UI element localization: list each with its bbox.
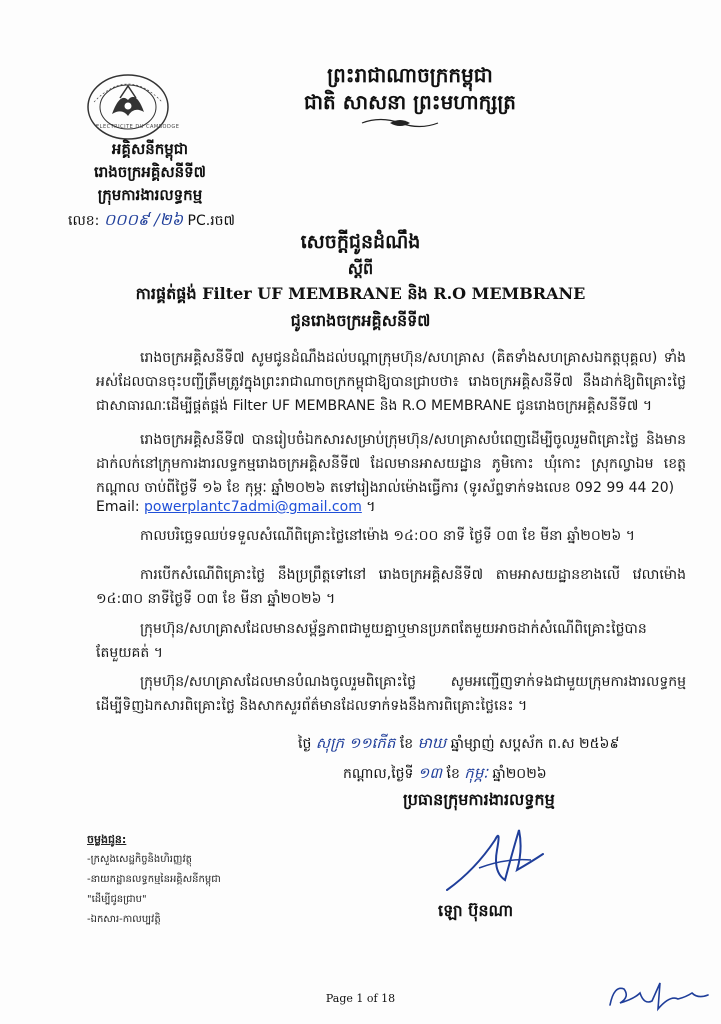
place-prefix: កណ្តាល,ថ្ងៃទី — [343, 766, 414, 782]
lunar-prefix: ថ្ងៃ — [298, 736, 312, 752]
notice-recipient: ជូនរោងចក្រអគ្គិសនីទី៧ — [290, 311, 431, 330]
lunar-hand-month: មាឃ — [417, 734, 447, 752]
org-line-2: រោងចក្រអគ្គិសនីទី៧ — [94, 163, 206, 181]
ref-label: លេខ: — [68, 213, 100, 229]
paragraph-1: រោងចក្រអគ្គិសនីទី៧ សូមជូនដំណឹងដល់បណ្តាក្រុមហ៊ុន/សហគ្រាស (គិតទាំងសហគ្រាសឯកត្តបុគ្គល) ទាំងអស់ដែលបានចុះបញ្ជីត្រឹមត្រូវក្នុងព្រះរាជាណាចក្រកម្ពុជាឱ្យបានជ្រាបថា៖ រោងចក្រអគ្គិសនីទី៧ នឹងដាក់ឱ្យពិគ្រោះថ្លៃជាសាធារណៈដើម្បីផ្គត់ផ្គង់ Filter UF MEMBRANE និង R.O MEMBRANE ជូនរោងចក្រអគ្គិសនីទី៧ ។ — [96, 350, 686, 414]
kingdom-motto: ជាតិ សាសនា ព្រះមហាក្សត្រ — [304, 90, 516, 114]
initials-mark — [600, 975, 715, 1015]
organization-block — [70, 138, 230, 207]
cc-item: "ដើម្បីជូនជ្រាប" — [87, 894, 147, 905]
handwritten-signature — [435, 810, 565, 900]
cc-item: -ឯកសារ-កាលប្បវត្តិ — [87, 914, 161, 925]
month-label: ខែ — [446, 766, 460, 782]
notice-title: សេចក្តីជូនដំណឹង — [300, 231, 421, 253]
kingdom-title: ព្រះរាជាណាចក្រកម្ពុជា — [327, 63, 493, 87]
lunar-suffix: ឆ្នាំម្សាញ់ សប្តស័ក ព.ស ២៥៦៩ — [450, 736, 620, 752]
cc-item: -នាយកដ្ឋានលទ្ធកម្មនៃអគ្គិសនីកម្ពុជា — [87, 874, 221, 885]
org-line-3: ក្រុមការងារលទ្ធកម្ម — [97, 186, 203, 204]
cc-title: ចម្លងជូន: — [87, 833, 127, 846]
year: ឆ្នាំ២០២៦ — [492, 766, 547, 782]
paragraph-5: ក្រុមហ៊ុន/សហគ្រាសដែលមានសម្ព័ន្ធភាពជាមួយគ្នាឬមានប្រភពតែមួយអាចដាក់សំណើពិគ្រោះថ្លៃបានតែមួយគត់ ។ — [96, 621, 647, 661]
page-number: Page 1 of 18 — [325, 992, 396, 1005]
email-label: Email: — [96, 499, 140, 515]
org-line-1: អគ្គិសនីកម្ពុជា — [111, 140, 189, 158]
lunar-month-label: ខែ — [399, 736, 414, 752]
ref-number: ០០០៩ /២៦ — [103, 210, 184, 229]
signatory-name: ឡោ ប៊ុនណា — [438, 901, 514, 920]
email-line — [96, 497, 376, 518]
hand-month: កុម្ភៈ — [464, 764, 488, 782]
paragraph-4: ការបើកសំណើពិគ្រោះថ្លៃ នឹងប្រព្រឹត្តទៅនៅ រោងចក្រអគ្គិសនីទី៧ តាមអាសយដ្ឋានខាងលើ វេលាម៉ោង ១៤:៣០ នាទីថ្ងៃទី ០៣ ខែ មីនា ឆ្នាំ២០២៦ ។ — [96, 567, 686, 607]
notice-subject-label: ស្តីពី — [347, 259, 374, 278]
paragraph-2: រោងចក្រអគ្គិសនីទី៧ បានរៀបចំឯកសារសម្រាប់ក្រុមហ៊ុន/សហគ្រាសបំពេញដើម្បីចូលរួមពិគ្រោះថ្លៃ និងមានដាក់លក់នៅក្រុមការងារលទ្ធកម្មរោងចក្រអគ្គិសនីទី៧ ដែលមានអាសយដ្ឋាន ភូមិកោះ ឃុំកោះ ស្រុកល្វាឯម ខេត្តកណ្តាល ចាប់ពីថ្ងៃទី ១៦ ខែ កុម្ភៈ ឆ្នាំ២០២៦ តទៅរៀងរាល់ម៉ោងធ្វើការ (ទូរស័ព្ទទាក់ទងលេខ 092 99 44 20) — [96, 432, 686, 496]
signatory-title: ប្រធានក្រុមការងារលទ្ធកម្ម — [403, 790, 555, 809]
ref-suffix: PC.រច៧ — [187, 213, 236, 229]
lunar-hand-day: សុក្រ ១១កើត — [315, 734, 396, 752]
cc-item: -ក្រសួងសេដ្ឋកិច្ចនិងហិរញ្ញវត្ថុ — [87, 854, 192, 865]
hand-day: ១៣ — [417, 764, 443, 782]
solar-date — [343, 764, 547, 786]
notice-subject: ការផ្គត់ផ្គង់ Filter UF MEMBRANE និង R.O MEMBRANE — [135, 284, 586, 303]
cc-list — [87, 830, 221, 930]
paragraph-6: ក្រុមហ៊ុន/សហគ្រាសដែលមានបំណងចូលរួមពិគ្រោះថ្លៃ សូមអញ្ជើញទាក់ទងជាមួយក្រុមការងារលទ្ធកម្មដើម្បីទិញឯកសារពិគ្រោះថ្លៃ និងសាកសួរព័ត៌មានដែលទាក់ទងនឹងការពិគ្រោះថ្លៃនេះ ។ — [96, 674, 686, 714]
edc-seal-logo — [82, 72, 174, 142]
paragraph-3: កាលបរិច្ឆេទឈប់ទទួលសំណើពិគ្រោះថ្លៃនៅម៉ោង ១៤:០០ នាទី ថ្ងៃទី ០៣ ខែ មីនា ឆ្នាំ២០២៦ ។ — [140, 528, 635, 544]
ornament-divider — [360, 116, 440, 130]
kingdom-header — [190, 62, 630, 115]
email-end: ។ — [366, 499, 376, 515]
lunar-date — [298, 734, 619, 756]
seal-caption: ELECTRICITE DU CAMBODGE — [96, 124, 180, 130]
email-link[interactable]: powerplantc7admi@gmail.com — [144, 499, 362, 515]
